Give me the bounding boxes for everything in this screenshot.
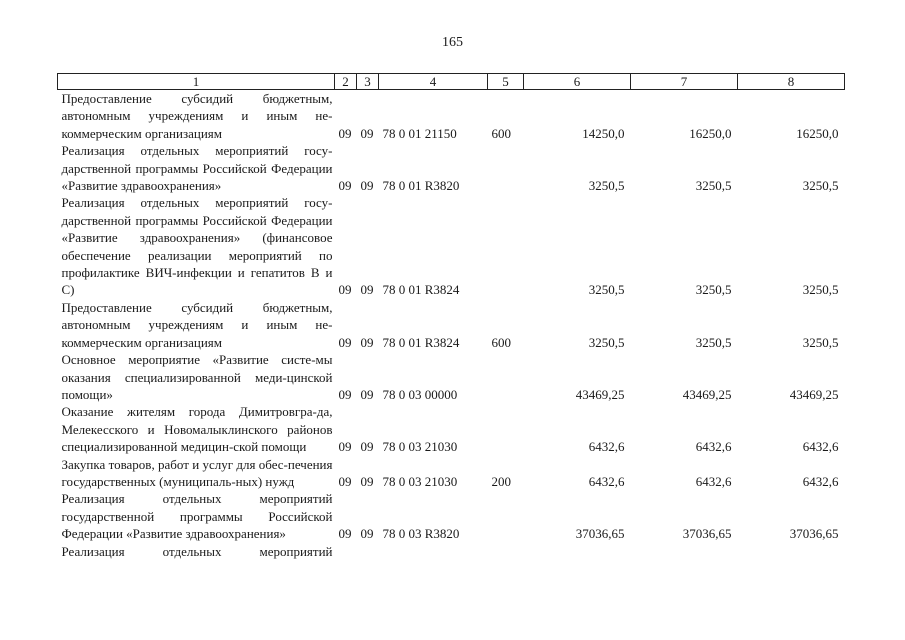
row-description: Предоставление субсидий бюджетным, автономным учреждениям и иным не-коммерческим организациям [61, 299, 333, 350]
row-amount-8: 3250,5 [802, 282, 839, 298]
row-description: Реализация отдельных мероприятий госу-дарственной программы Российской Федерации «Развитие здравоохранения» [61, 143, 333, 194]
row-expense-type: 600 [491, 334, 511, 350]
row-amount-7: 6432,6 [695, 473, 732, 489]
header-col-1: 1 [58, 74, 335, 90]
row-amount-7 [631, 543, 738, 560]
row-description: Реализация отдельных мероприятий госу-дарственной программы Российской Федерации «Развитие здравоохранения» (финансовое обеспечение реализации мероприятий по профилактике ВИЧ-инфекции и гепатитов B и C) [61, 195, 333, 298]
row-expense-type [488, 351, 524, 403]
row-amount-7: 3250,5 [695, 178, 732, 194]
row-description: Реализация отдельных мероприятий [61, 543, 333, 559]
row-expense-type [488, 490, 524, 542]
row-section: 09 [338, 473, 352, 489]
header-col-3: 3 [357, 74, 379, 90]
row-target-article: 78 0 03 00000 [382, 386, 458, 402]
table-row [58, 490, 845, 542]
table-row [58, 543, 845, 560]
row-subsection: 09 [360, 125, 374, 141]
row-amount-6: 3250,5 [588, 178, 625, 194]
row-expense-type: 200 [491, 473, 511, 489]
row-section: 09 [338, 125, 352, 141]
row-section: 09 [338, 178, 352, 194]
budget-table [57, 73, 845, 560]
row-description: Основное мероприятие «Развитие систе-мы оказания специализированной меди-цинской помощи» [61, 352, 333, 402]
row-subsection: 09 [360, 386, 374, 402]
table-header-row [58, 74, 845, 90]
row-target-article: 78 0 03 R3820 [382, 526, 460, 542]
row-target-article: 78 0 01 R3824 [382, 334, 460, 350]
row-target-article [379, 543, 488, 560]
row-amount-8 [738, 543, 845, 560]
row-section: 09 [338, 526, 352, 542]
row-amount-6 [524, 543, 631, 560]
table-row [58, 194, 845, 298]
row-amount-7: 37036,65 [682, 526, 732, 542]
row-amount-7: 3250,5 [695, 334, 732, 350]
row-subsection: 09 [360, 439, 374, 455]
row-amount-8: 43469,25 [789, 386, 839, 402]
table-row [58, 299, 845, 351]
row-amount-6: 37036,65 [575, 526, 625, 542]
row-subsection: 09 [360, 473, 374, 489]
row-section [335, 543, 357, 560]
table-row [58, 351, 845, 403]
row-amount-7: 6432,6 [695, 439, 732, 455]
row-description: Оказание жителям города Димитровгра-да, Мелекесского и Новомалыклинского районов специализированной медицин-ской помощи [61, 404, 333, 455]
header-col-6: 6 [524, 74, 631, 90]
row-expense-type [488, 403, 524, 455]
row-amount-7: 43469,25 [682, 386, 732, 402]
row-target-article: 78 0 01 R3820 [382, 178, 460, 194]
row-amount-6: 3250,5 [588, 334, 625, 350]
row-target-article: 78 0 01 21150 [382, 125, 457, 141]
row-description: Реализация отдельных мероприятий государственной программы Российской Федерации «Развитие здравоохранения» [61, 491, 333, 542]
row-subsection: 09 [360, 178, 374, 194]
row-expense-type: 600 [491, 125, 511, 141]
row-section: 09 [338, 282, 352, 298]
row-amount-8: 37036,65 [789, 526, 839, 542]
row-amount-8: 6432,6 [802, 439, 839, 455]
table-row [58, 456, 845, 491]
row-expense-type [488, 194, 524, 298]
row-expense-type [488, 142, 524, 194]
row-target-article: 78 0 03 21030 [382, 439, 458, 455]
row-section: 09 [338, 386, 352, 402]
row-amount-6: 6432,6 [588, 473, 625, 489]
row-amount-6: 14250,0 [582, 125, 625, 141]
header-col-5: 5 [488, 74, 524, 90]
header-col-2: 2 [335, 74, 357, 90]
row-amount-7: 3250,5 [695, 282, 732, 298]
header-col-4: 4 [379, 74, 488, 90]
row-amount-7: 16250,0 [689, 125, 732, 141]
row-subsection: 09 [360, 282, 374, 298]
row-amount-6: 6432,6 [588, 439, 625, 455]
header-col-8: 8 [738, 74, 845, 90]
row-amount-8: 16250,0 [796, 125, 839, 141]
row-section: 09 [338, 439, 352, 455]
row-section: 09 [338, 334, 352, 350]
row-target-article: 78 0 03 21030 [382, 473, 458, 489]
row-amount-6: 3250,5 [588, 282, 625, 298]
table-row [58, 403, 845, 455]
row-expense-type [488, 543, 524, 560]
table-row [58, 142, 845, 194]
table-row [58, 90, 845, 143]
row-target-article: 78 0 01 R3824 [382, 282, 460, 298]
row-subsection: 09 [360, 526, 374, 542]
row-subsection [357, 543, 379, 560]
row-description: Закупка товаров, работ и услуг для обес-печения государственных (муниципаль-ных) нужд [61, 456, 333, 489]
row-amount-8: 3250,5 [802, 334, 839, 350]
page-number: 165 [442, 35, 463, 50]
header-col-7: 7 [631, 74, 738, 90]
row-amount-8: 3250,5 [802, 178, 839, 194]
row-amount-6: 43469,25 [575, 386, 625, 402]
row-description: Предоставление субсидий бюджетным, автономным учреждениям и иным не-коммерческим организациям [61, 91, 333, 141]
row-amount-8: 6432,6 [802, 473, 839, 489]
row-subsection: 09 [360, 334, 374, 350]
